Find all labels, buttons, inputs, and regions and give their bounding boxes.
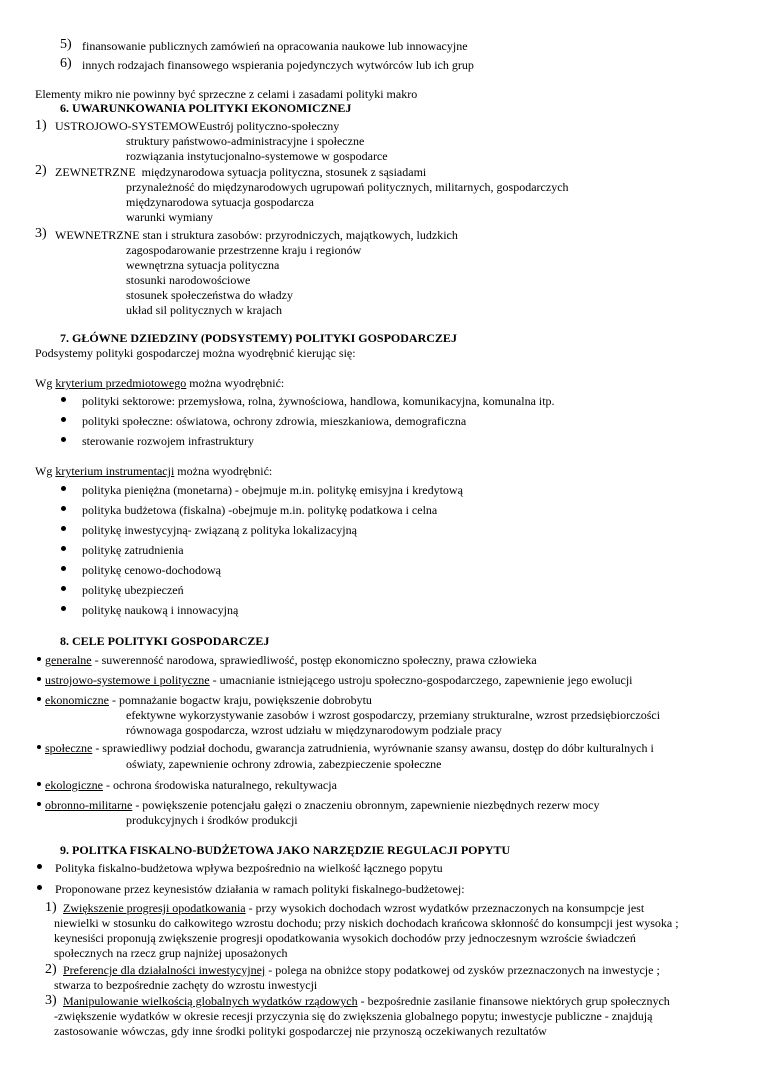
- goal-continuation: efektywne wykorzystywanie zasobów i wzrost gospodarczy, przemiany strukturalne, wzrost przedsiębiorczości: [126, 708, 661, 722]
- criterion-line: [35, 376, 284, 391]
- list-item: finansowanie publicznych zamówień na opracowania naukowe lub innowacyjne: [82, 39, 468, 53]
- bullet-icon: [61, 437, 66, 442]
- bullet-icon: [37, 745, 41, 749]
- criterion-suffix: można wyodrębnić:: [174, 464, 273, 478]
- bullet-icon: [37, 657, 41, 661]
- list-item: politykę ubezpieczeń: [82, 583, 184, 597]
- group-line: [55, 119, 339, 134]
- group-first-item: ustrój polityczno-społeczny: [206, 119, 340, 133]
- goal-text: - powiększenie potencjału gałęzi o znaczeniu obronnym, zapewnienie niezbędnych rezerw mocy: [132, 798, 600, 812]
- list-item: Proponowane przez keynesistów działania w ramach polityki fiskalnego-budżetowej:: [55, 882, 465, 896]
- item-continuation: keynesiści proponują zwiększenie progresji opodatkowania wysokich dochodów przy jednoczesnym wzroście świadczeń: [54, 931, 636, 945]
- section-7-heading: 7. GŁÓWNE DZIEDZINY (PODSYSTEMY) POLITYKI GOSPODARCZEJ: [60, 331, 457, 345]
- intro-line: Elementy mikro nie powinny być sprzeczne z celami i zasadami polityki makro: [35, 87, 418, 101]
- criterion-prefix: Wg: [35, 464, 56, 478]
- goal-term: ekonomiczne: [45, 693, 109, 707]
- goal-item: [45, 653, 537, 668]
- bullet-icon: [37, 885, 42, 890]
- bullet-icon: [61, 586, 66, 591]
- list-item: Polityka fiskalno-budżetowa wpływa bezpośrednio na wielkość łącznego popytu: [55, 861, 443, 875]
- bullet-icon: [37, 802, 41, 806]
- goal-text: - pomnażanie bogactw kraju, powiększenie dobrobytu: [108, 693, 372, 707]
- group-first-item: międzynarodowa sytuacja polityczna, stosunek z sąsiadami: [141, 165, 427, 179]
- list-item: politykę zatrudnienia: [82, 543, 184, 557]
- group-sub-item: międzynarodowa sytuacja gospodarcza: [126, 195, 314, 209]
- section-7-intro: Podsystemy polityki gospodarczej można wyodrębnić kierując się:: [35, 346, 356, 360]
- bullet-icon: [61, 526, 66, 531]
- group-number: 3): [35, 226, 47, 241]
- group-label: ZEWNETRZNE: [55, 165, 136, 179]
- list-number: 6): [60, 56, 72, 71]
- group-number: 1): [35, 118, 47, 133]
- criterion-term: kryterium instrumentacji: [55, 464, 175, 478]
- goal-term: generalne: [45, 653, 92, 667]
- list-item: politykę cenowo-dochodową: [82, 563, 221, 577]
- numbered-item: [63, 963, 660, 978]
- goal-text: - umacnianie istniejącego ustroju społeczno-gospodarczego, zapewnienie jego ewolucji: [209, 673, 633, 687]
- bullet-icon: [61, 546, 66, 551]
- list-item: politykę naukową i innowacyjną: [82, 603, 239, 617]
- goal-text: - sprawiedliwy podział dochodu, gwarancja zatrudnienia, wyrównanie szansy awansu, dostęp do dóbr kulturalnych i: [92, 741, 654, 755]
- criterion-prefix: Wg: [35, 376, 56, 390]
- section-9-heading: 9. POLITKA FISKALNO-BUDŻETOWA JAKO NARZĘDZIE REGULACJI POPYTU: [60, 843, 511, 857]
- bullet-icon: [37, 697, 41, 701]
- bullet-icon: [61, 566, 66, 571]
- bullet-icon: [61, 397, 66, 402]
- item-term: Preferencje dla działalności inwestycyjnej: [63, 963, 266, 977]
- group-sub-item: rozwiązania instytucjonalno-systemowe w gospodarce: [126, 149, 388, 163]
- group-first-item: stan i struktura zasobów: przyrodniczych, majątkowych, ludzkich: [142, 228, 458, 242]
- group-label: USTROJOWO-SYSTEMOWE: [55, 119, 207, 133]
- list-item: polityka pieniężna (monetarna) - obejmuje m.in. politykę emisyjna i kredytową: [82, 483, 463, 497]
- group-sub-item: wewnętrzna sytuacja polityczna: [126, 258, 280, 272]
- group-sub-item: stosunek społeczeństwa do władzy: [126, 288, 293, 302]
- item-term: Manipulowanie wielkością globalnych wydatków rządowych: [63, 994, 358, 1008]
- goal-item: [45, 673, 632, 688]
- list-item: polityki społeczne: oświatowa, ochrony zdrowia, mieszkaniowa, demograficzna: [82, 414, 467, 428]
- group-sub-item: układ sil politycznych w krajach: [126, 303, 282, 317]
- group-number: 2): [35, 163, 47, 178]
- list-item: polityka budżetowa (fiskalna) -obejmuje m.in. politykę podatkowa i celna: [82, 503, 438, 517]
- numbered-item: [63, 994, 670, 1009]
- item-continuation: społecznych na rzecz grup najniżej uposażonych: [54, 946, 288, 960]
- goal-text: - ochrona środowiska naturalnego, rekultywacja: [102, 778, 337, 792]
- group-sub-item: struktury państwowo-administracyjne i społeczne: [126, 134, 365, 148]
- item-continuation: niewielki w stosunku do całkowitego wzrostu dochodu; przy niskich dochodach krańcowa skłonność do konsumpcji jest wysoka ;: [54, 916, 679, 930]
- list-item: politykę inwestycyjną- związaną z polityka lokalizacyjną: [82, 523, 357, 537]
- goal-continuation: równowaga gospodarcza, wzrost udziału w międzynarodowym podziale pracy: [126, 723, 502, 737]
- list-item: polityki sektorowe: przemysłowa, rolna, żywnościowa, handlowa, komunikacyjna, komunalna itp.: [82, 394, 555, 408]
- item-continuation: zastosowanie wówczas, gdy inne środki polityki gospodarczej nie przynoszą oczekiwanych rezultatów: [54, 1024, 547, 1038]
- goal-text: - suwerenność narodowa, sprawiedliwość, postęp ekonomiczno społeczny, prawa człowieka: [91, 653, 537, 667]
- bullet-icon: [37, 677, 41, 681]
- list-number: 1): [45, 900, 57, 915]
- goal-term: obronno-militarne: [45, 798, 133, 812]
- group-sub-item: przynależność do międzynarodowych ugrupowań politycznych, militarnych, gospodarczych: [126, 180, 569, 194]
- goal-item: [45, 798, 599, 813]
- goal-item: [45, 693, 372, 708]
- item-continuation: -zwiększenie wydatków w okresie recesji przyczynia się do zwiększenia globalnego popytu; inwestycje publiczne - znajdują: [54, 1009, 653, 1023]
- goal-continuation: produkcyjnych i środków produkcji: [126, 813, 298, 827]
- numbered-item: [63, 901, 644, 916]
- bullet-icon: [61, 486, 66, 491]
- item-text: - polega na obniżce stopy podatkowej od zysków przeznaczonych na inwestycje ;: [265, 963, 660, 977]
- group-line: [55, 228, 458, 243]
- list-item: innych rodzajach finansowego wspierania pojedynczych wytwórców lub ich grup: [82, 58, 474, 72]
- goal-continuation: oświaty, zapewnienie ochrony zdrowia, zabezpieczenie społeczne: [126, 757, 442, 771]
- group-sub-item: stosunki narodowościowe: [126, 273, 251, 287]
- item-term: Zwiększenie progresji opodatkowania: [63, 901, 246, 915]
- goal-item: [45, 778, 337, 793]
- group-sub-item: warunki wymiany: [126, 210, 213, 224]
- section-8-heading: 8. CELE POLITYKI GOSPODARCZEJ: [60, 634, 270, 648]
- bullet-icon: [37, 864, 42, 869]
- criterion-line: [35, 464, 272, 479]
- section-6-heading: 6. UWARUNKOWANIA POLITYKI EKONOMICZNEJ: [60, 101, 352, 115]
- group-line: [55, 165, 426, 180]
- list-number: 5): [60, 37, 72, 52]
- goal-term: ekologiczne: [45, 778, 103, 792]
- bullet-icon: [61, 506, 66, 511]
- criterion-term: kryterium przedmiotowego: [55, 376, 187, 390]
- criterion-suffix: można wyodrębnić:: [186, 376, 285, 390]
- bullet-icon: [61, 417, 66, 422]
- item-continuation: stwarza to bezpośrednie zachęty do wzrostu inwestycji: [54, 978, 318, 992]
- bullet-icon: [37, 782, 41, 786]
- goal-term: ustrojowo-systemowe i polityczne: [45, 673, 210, 687]
- list-item: sterowanie rozwojem infrastruktury: [82, 434, 254, 448]
- list-number: 3): [45, 993, 57, 1008]
- bullet-icon: [61, 606, 66, 611]
- group-label: WEWNETRZNE: [55, 228, 140, 242]
- goal-term: społeczne: [45, 741, 93, 755]
- group-sub-item: zagospodarowanie przestrzenne kraju i regionów: [126, 243, 362, 257]
- item-text: - bezpośrednie zasilanie finansowe niektórych grup społecznych: [357, 994, 670, 1008]
- list-number: 2): [45, 962, 57, 977]
- item-text: - przy wysokich dochodach wzrost wydatków przeznaczonych na konsumpcje jest: [245, 901, 645, 915]
- goal-item: [45, 741, 654, 756]
